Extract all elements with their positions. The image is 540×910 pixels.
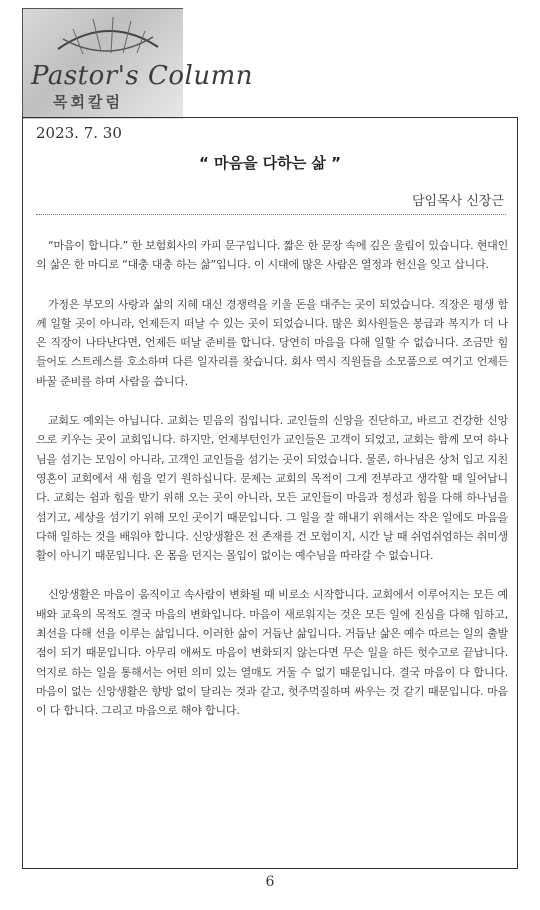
page-number: 6 bbox=[265, 874, 275, 890]
crown-of-thorns-icon bbox=[53, 9, 163, 69]
column-title: “ 마음을 다하는 삶 ” bbox=[198, 154, 342, 172]
masthead-title: Pastor's Column bbox=[31, 61, 253, 91]
paragraph: 신앙생활은 마음이 움직이고 속사람이 변화될 때 비로소 시작합니다. 교회에서 이루어지는 모든 예배와 교육의 목적도 결국 마음의 변화입니다. 마음이 새로워지는 것은 모든 일에 진심을 다해 임하고, 최선을 다해 선을 이루는 삶입니다. 이러한 삶이 거듭난 삶입니다. 거듭난 삶은 예수 따르는 일의 출발점이 되기 때문입니다. 아무리 애써도 마음이 변화되지 않는다면 무슨 일을 하든 헛수고로 끝납니다. 억지로 하는 일을 통해서는 어떤 의미 있는 열매도 거둘 수 없기 때문입니다. 결국 마음이 다 합니다. 마음이 없는 신앙생활은 향방 없이 달리는 것과 같고, 헛주먹질하며 싸우는 것 같기 때문입니다. 마음이 다 합니다. 그리고 마음으로 해야 합니다. bbox=[36, 588, 508, 718]
paragraph: “마음이 합니다.” 한 보험회사의 카피 문구입니다. 짧은 한 문장 속에 깊은 울림이 있습니다. 현대인의 삶은 한 마디로 “대충 대충 하는 삶”입니다. 이 시대에 많은 사람은 열정과 헌신을 잊고 삽니다. bbox=[36, 239, 508, 272]
paragraph: 가정은 부모의 사랑과 삶의 지혜 대신 경쟁력을 키울 돈을 대주는 곳이 되었습니다. 직장은 평생 함께 일할 곳이 아니라, 언제든지 떠날 수 있는 곳이 되었습니다. 많은 회사원들은 봉급과 복지가 더 나은 직장이 나타난다면, 언제든 떠날 준비를 합니다. 당연히 마음을 다해 일할 수 없습니다. 조금만 힘들어도 스트레스를 호소하며 다른 일자리를 찾습니다. 회사 역시 직원들을 소모품으로 여기고 언제든 바꿀 준비를 하며 사람을 씁니다. bbox=[36, 297, 508, 388]
column-body bbox=[36, 236, 508, 741]
column-date: 2023. 7. 30 bbox=[36, 124, 122, 142]
masthead-banner bbox=[22, 8, 253, 119]
divider bbox=[36, 214, 506, 215]
paragraph: 교회도 예외는 아닙니다. 교회는 믿음의 집입니다. 교인들의 신앙을 진단하고, 바르고 건강한 신앙으로 키우는 곳이 교회입니다. 하지만, 언제부턴인가 교인들은 고객이 되었고, 교회는 함께 모여 하나님을 섬기는 모임이 아니라, 고객인 교인들을 섬기는 곳이 되었습니다. 물론, 하나님은 상처 입고 지친 영혼이 교회에서 새 힘을 얻기 원하십니다. 문제는 교회의 목적이 그게 전부라고 생각할 때 일어납니다. 교회는 쉼과 힘을 받기 위해 오는 곳이 아니라, 모든 교인들이 마음과 정성과 힘을 다해 하나님을 섬기고, 세상을 섬기기 위해 모인 곳이기 때문입니다. 그 일을 잘 해내기 위해서는 작은 일에도 마음을 다해 일하는 것을 배워야 합니다. 신앙생활은 전 존재를 건 모험이지, 시간 날 때 쉬엄쉬엄하는 취미생활이 아니기 때문입니다. 온 몸을 던지는 몰입이 없이는 예수님을 따라갈 수 없습니다. bbox=[36, 414, 508, 563]
column-author: 담임목사 신장근 bbox=[411, 194, 504, 209]
masthead-subtitle: 목회칼럼 bbox=[53, 93, 123, 111]
